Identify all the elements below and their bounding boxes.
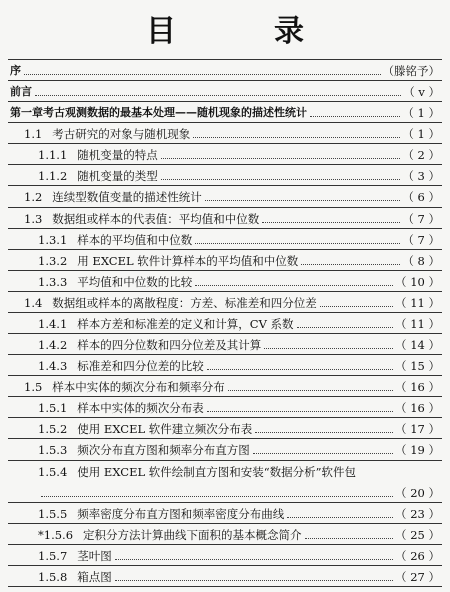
toc-entry-number: 1.5.8: [38, 569, 68, 584]
leader-dots: [35, 94, 401, 96]
leader-dots: [264, 347, 393, 349]
toc-entry[interactable]: [0, 227, 440, 247]
toc-entry-number: 1.4.2: [38, 338, 68, 353]
toc-entry-title: 平均值和中位数的比较: [77, 274, 193, 289]
header-divider: [8, 59, 442, 60]
toc-entry-title: 样本中实体的频次分布表: [77, 401, 204, 416]
toc-entry[interactable]: [0, 543, 440, 563]
toc-entry-page: （ 27 ）: [395, 569, 440, 584]
toc-entry-page: （ 17 ）: [395, 422, 440, 437]
toc-entry-number: 1.5.5: [38, 506, 68, 521]
toc-entry-page: （ 25 ）: [395, 527, 440, 542]
toc-entry-title: 使用 EXCEL 软件建立频次分布表: [77, 422, 253, 437]
toc-entry[interactable]: [0, 311, 440, 331]
toc-entry-number: 1.1.1: [38, 148, 68, 163]
toc-entry-number: 1.5.2: [38, 422, 68, 437]
toc-entry-page: （ 7 ）: [402, 232, 440, 247]
leader-dots: [207, 410, 393, 412]
toc-entry-page: （ 7 ）: [402, 211, 440, 226]
toc-entry-page: （ v ）: [403, 85, 440, 100]
toc-entry-page: （ 11 ）: [395, 316, 440, 331]
toc-entry-page: （ 15 ）: [395, 359, 440, 374]
toc-entry-title: 标准差和四分位差的比较: [77, 359, 204, 374]
toc-entry-title: 数据组或样本的代表值：平均值和中位数: [52, 211, 260, 226]
toc-entry-title: 前言: [10, 85, 32, 99]
toc-entry-page: （ 10 ）: [395, 274, 440, 289]
toc-entry-number: 1.4.3: [38, 359, 68, 374]
toc-entry[interactable]: [0, 522, 440, 542]
toc-entry-page: （ 2 ）: [402, 148, 440, 163]
leader-dots: [320, 305, 393, 307]
toc-entry[interactable]: [0, 248, 440, 268]
toc-entry-number: 第一章: [10, 106, 43, 120]
toc-entry-title: 考古观测数据的最基本处理——随机现象的描述性统计: [43, 106, 307, 120]
toc-entry[interactable]: [0, 437, 440, 457]
toc-entry-title: 茎叶图: [77, 548, 112, 563]
leader-dots: [207, 368, 393, 370]
toc-entry-title: 样本中实体的频次分布和频率分布: [52, 380, 225, 395]
toc-entry-page: （ 3 ）: [402, 169, 440, 184]
toc-entry[interactable]: [0, 374, 440, 394]
toc-entry-title: 考古研究的对象与随机现象: [52, 127, 191, 142]
toc-entry-page: （ 26 ）: [395, 548, 440, 563]
leader-dots: [253, 452, 393, 454]
leader-dots: [287, 516, 393, 518]
toc-entry-page: （ 16 ）: [395, 380, 440, 395]
toc-entry-title: 随机变量的类型: [77, 169, 158, 184]
toc-entry-title: 用 EXCEL 软件计算样本的平均值和中位数: [77, 253, 299, 268]
toc-entry[interactable]: [0, 163, 440, 183]
toc-entry-title: 频次分布直方图和频率分布直方图: [77, 443, 250, 458]
toc-entry-title: 样本的平均值和中位数: [77, 232, 193, 247]
toc-entry-page: （ 23 ）: [395, 506, 440, 521]
toc-entry[interactable]: [0, 501, 440, 521]
leader-dots: [193, 136, 400, 138]
toc-entry-title: 样本的四分位数和四分位差及其计算: [77, 338, 262, 353]
toc-entry[interactable]: [0, 332, 440, 352]
toc-entry-page: （ 11 ）: [395, 295, 440, 310]
leader-dots: [305, 537, 394, 539]
toc-entry-number: 1.3.1: [38, 232, 68, 247]
row-divider: [8, 586, 442, 587]
leader-dots: [297, 326, 394, 328]
toc-entry[interactable]: [0, 290, 440, 310]
leader-dots: [262, 221, 400, 223]
leader-dots: [195, 242, 400, 244]
page-title: 目 录: [146, 14, 338, 49]
toc-entry[interactable]: [0, 121, 440, 141]
leader-dots: [195, 284, 393, 286]
toc-entry-page: （ 1 ）: [402, 127, 440, 142]
toc-entry-number: 1.2: [24, 190, 43, 205]
toc-entry-page: （ 14 ）: [395, 338, 440, 353]
toc-entry-number: 1.5.1: [38, 401, 68, 416]
toc-entry-number: 1.3.3: [38, 274, 68, 289]
toc-entry[interactable]: [0, 564, 440, 584]
toc-entry-title: 连续型数值变量的描述性统计: [52, 190, 202, 205]
toc-entry-number: 1.4: [24, 295, 43, 310]
leader-dots: [228, 389, 393, 391]
toc-entry[interactable]: [0, 353, 440, 373]
leader-dots: [301, 263, 400, 265]
toc-entry-number: 1.5.4: [38, 464, 68, 479]
toc-entry[interactable]: [0, 58, 440, 78]
toc-entry-number: 1.4.1: [38, 316, 68, 331]
toc-entry[interactable]: [0, 79, 440, 99]
leader-dots: [24, 73, 381, 75]
toc-entry-number: 1.1.2: [38, 169, 68, 184]
toc-entry-page: （ 6 ）: [402, 190, 440, 205]
toc-entry[interactable]: [0, 416, 440, 436]
toc-entry[interactable]: [0, 206, 440, 226]
toc-entry-title: 随机变量的特点: [77, 148, 158, 163]
toc-entry-page: （ 1 ）: [402, 106, 440, 121]
leader-dots: [41, 495, 393, 497]
toc-entry-page: （ 19 ）: [395, 443, 440, 458]
toc-entry-page: （ 8 ）: [402, 253, 440, 268]
toc-entry-title: 频率密度分布直方图和频率密度分布曲线: [77, 506, 285, 521]
toc-entry[interactable]: [0, 395, 440, 415]
toc-entry-title: 样本方差和标准差的定义和计算，CV 系数: [77, 316, 294, 331]
toc-entry-page: （滕铭予）: [382, 64, 440, 78]
toc-entry-number: 1.5.3: [38, 443, 68, 458]
leader-dots: [205, 199, 401, 201]
leader-dots: [255, 431, 393, 433]
toc-entry-title: 箱点图: [77, 569, 112, 584]
toc-entry[interactable]: [0, 459, 440, 479]
toc-entry[interactable]: [0, 269, 440, 289]
toc-entry[interactable]: [0, 100, 440, 120]
leader-dots: [161, 178, 401, 180]
leader-dots: [310, 115, 400, 117]
toc-entry[interactable]: [0, 480, 440, 500]
toc-entry-page: （ 16 ）: [395, 401, 440, 416]
toc-entry-title: 定积分方法计算曲线下面积的基本概念简介: [83, 527, 302, 542]
toc-entry[interactable]: [0, 184, 440, 204]
toc-entry[interactable]: [0, 142, 440, 162]
leader-dots: [115, 579, 393, 581]
leader-dots: [115, 558, 393, 560]
toc-entry-number: 1.5: [24, 380, 43, 395]
toc-entry-page: （ 20 ）: [395, 485, 440, 500]
toc-entry-number: 1.3.2: [38, 253, 68, 268]
toc-entry-title: 使用 EXCEL 软件绘制直方图和安装“数据分析”软件包: [77, 464, 357, 479]
toc-entry-title: 数据组或样本的离散程度：方差、标准差和四分位差: [52, 295, 317, 310]
leader-dots: [161, 157, 401, 159]
toc-entry-number: 1.5.7: [38, 548, 68, 563]
toc-entry-number: 1.1: [24, 127, 43, 142]
toc-entry-number: 1.3: [24, 211, 43, 226]
toc-entry-title: 序: [10, 64, 21, 77]
toc-entry-number: *1.5.6: [38, 527, 74, 542]
